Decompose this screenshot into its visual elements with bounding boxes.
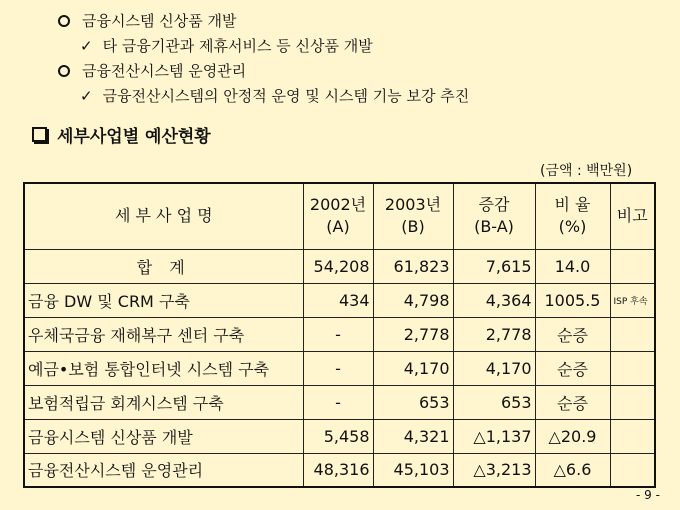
row-name: 금융전산시스템 운영관리 xyxy=(24,453,303,487)
checkmark-icon: ✓ xyxy=(80,86,93,105)
table-row-total xyxy=(24,249,655,283)
section-title: 세부사업별 예산현황 xyxy=(57,127,211,147)
value-2002: 54,208 xyxy=(303,249,373,283)
sub-bullet-text: 타 금융기관과 제휴서비스 등 신상품 개발 xyxy=(102,37,373,55)
bullet-text: 금융전산시스템 운영관리 xyxy=(82,62,247,80)
value-change: 653 xyxy=(453,385,535,419)
value-change: △3,213 xyxy=(453,453,535,487)
sub-bullet-text: 금융전산시스템의 안정적 운영 및 시스템 기능 보강 추진 xyxy=(102,87,470,105)
row-name: 금융시스템 신상품 개발 xyxy=(24,419,303,453)
value-2002: - xyxy=(303,351,373,385)
header-ratio: 비 율 (%) xyxy=(535,183,610,249)
value-2003: 4,798 xyxy=(373,283,453,317)
value-note xyxy=(610,419,655,453)
row-name: 우체국금융 재해복구 센터 구축 xyxy=(24,317,303,351)
value-2003: 653 xyxy=(373,385,453,419)
bullet-list xyxy=(58,8,469,108)
table-row xyxy=(24,419,655,453)
value-2002: 5,458 xyxy=(303,419,373,453)
square-bullet-icon xyxy=(32,127,47,142)
value-ratio: 14.0 xyxy=(535,249,610,283)
value-ratio: 순증 xyxy=(535,385,610,419)
header-note: 비고 xyxy=(610,183,655,249)
header-change: 증감 (B-A) xyxy=(453,183,535,249)
bullet-text: 금융시스템 신상품 개발 xyxy=(82,12,237,30)
value-note: ISP 후속 xyxy=(610,283,655,317)
value-note xyxy=(610,351,655,385)
checkmark-icon: ✓ xyxy=(80,36,93,55)
value-2002: 434 xyxy=(303,283,373,317)
page-number: - 9 - xyxy=(636,488,660,502)
value-2002: - xyxy=(303,385,373,419)
table-row xyxy=(24,453,655,487)
value-ratio: 순증 xyxy=(535,351,610,385)
bullet-item xyxy=(58,8,469,33)
table-row xyxy=(24,317,655,351)
circle-bullet-icon xyxy=(58,15,70,27)
value-2003: 2,778 xyxy=(373,317,453,351)
sub-bullet-item xyxy=(58,83,469,108)
bullet-item xyxy=(58,58,469,83)
table-row xyxy=(24,283,655,317)
table-row xyxy=(24,385,655,419)
value-change: △1,137 xyxy=(453,419,535,453)
value-2003: 4,170 xyxy=(373,351,453,385)
value-ratio: 순증 xyxy=(535,317,610,351)
budget-table xyxy=(23,182,656,488)
value-2002: - xyxy=(303,317,373,351)
unit-label: (금액 : 백만원) xyxy=(540,163,633,179)
value-change: 7,615 xyxy=(453,249,535,283)
value-2003: 45,103 xyxy=(373,453,453,487)
row-name: 예금•보험 통합인터넷 시스템 구축 xyxy=(24,351,303,385)
value-change: 2,778 xyxy=(453,317,535,351)
value-note xyxy=(610,385,655,419)
header-2002: 2002년 (A) xyxy=(303,183,373,249)
value-change: 4,170 xyxy=(453,351,535,385)
value-ratio: △6.6 xyxy=(535,453,610,487)
header-2003: 2003년 (B) xyxy=(373,183,453,249)
sub-bullet-item xyxy=(58,33,469,58)
row-name: 합 계 xyxy=(24,249,303,283)
value-ratio: 1005.5 xyxy=(535,283,610,317)
value-change: 4,364 xyxy=(453,283,535,317)
header-name: 세 부 사 업 명 xyxy=(24,183,303,249)
table-row xyxy=(24,351,655,385)
row-name: 보험적립금 회계시스템 구축 xyxy=(24,385,303,419)
value-ratio: △20.9 xyxy=(535,419,610,453)
value-2003: 61,823 xyxy=(373,249,453,283)
value-note xyxy=(610,249,655,283)
value-2002: 48,316 xyxy=(303,453,373,487)
value-note xyxy=(610,453,655,487)
value-note xyxy=(610,317,655,351)
circle-bullet-icon xyxy=(58,65,70,77)
table-header-row xyxy=(24,183,655,249)
row-name: 금융 DW 및 CRM 구축 xyxy=(24,283,303,317)
value-2003: 4,321 xyxy=(373,419,453,453)
section-heading xyxy=(32,122,211,147)
